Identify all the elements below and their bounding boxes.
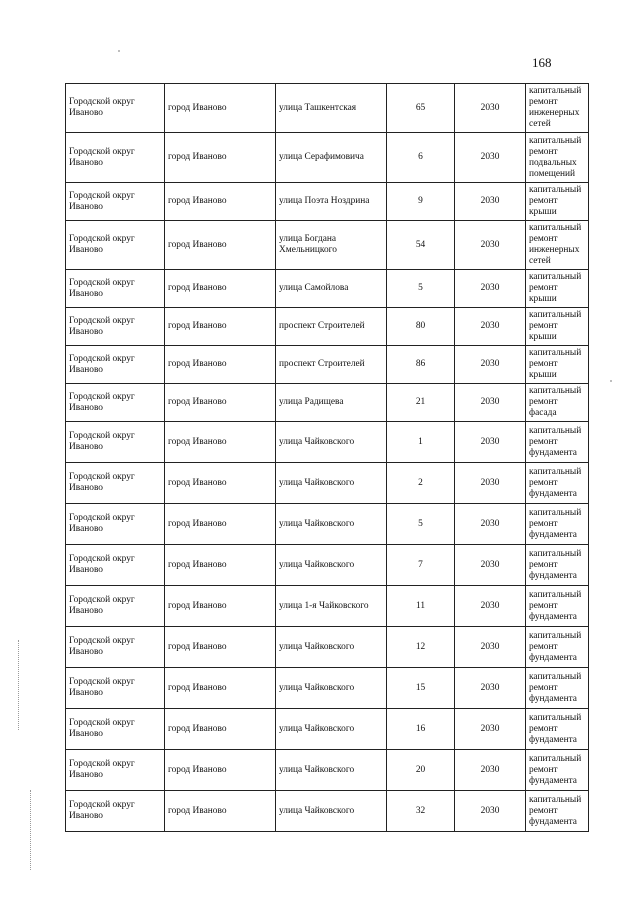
table-row: [66, 270, 589, 308]
cell-okrug: Городской округ Иваново: [66, 384, 165, 422]
cell-year: 2030: [455, 270, 526, 308]
cell-city: город Иваново: [165, 308, 276, 346]
cell-street: улица Самойлова: [276, 270, 387, 308]
cell-work-type: капитальный ремонт крыши: [526, 346, 589, 384]
cell-city: город Иваново: [165, 221, 276, 270]
cell-city: город Иваново: [165, 709, 276, 750]
table-row: [66, 183, 589, 221]
table-row: [66, 586, 589, 627]
cell-work-type: капитальный ремонт фундамента: [526, 504, 589, 545]
cell-okrug: Городской округ Иваново: [66, 504, 165, 545]
cell-street: улица Радищева: [276, 384, 387, 422]
cell-house-number: 32: [387, 791, 455, 832]
scan-artifact-line: [30, 790, 31, 870]
cell-house-number: 6: [387, 133, 455, 183]
cell-city: город Иваново: [165, 750, 276, 791]
cell-work-type: капитальный ремонт фундамента: [526, 422, 589, 463]
cell-okrug: Городской округ Иваново: [66, 221, 165, 270]
cell-house-number: 21: [387, 384, 455, 422]
cell-street: улица Чайковского: [276, 422, 387, 463]
table-row: [66, 308, 589, 346]
cell-city: город Иваново: [165, 346, 276, 384]
cell-street: улица 1-я Чайковского: [276, 586, 387, 627]
cell-house-number: 86: [387, 346, 455, 384]
cell-work-type: капитальный ремонт крыши: [526, 183, 589, 221]
cell-year: 2030: [455, 463, 526, 504]
cell-city: город Иваново: [165, 422, 276, 463]
cell-street: улица Чайковского: [276, 750, 387, 791]
cell-house-number: 20: [387, 750, 455, 791]
cell-house-number: 54: [387, 221, 455, 270]
table-row: [66, 668, 589, 709]
cell-work-type: капитальный ремонт фундамента: [526, 586, 589, 627]
cell-city: город Иваново: [165, 504, 276, 545]
cell-work-type: капитальный ремонт фундамента: [526, 463, 589, 504]
cell-house-number: 80: [387, 308, 455, 346]
cell-year: 2030: [455, 422, 526, 463]
cell-street: улица Богдана Хмельницкого: [276, 221, 387, 270]
cell-okrug: Городской округ Иваново: [66, 133, 165, 183]
cell-year: 2030: [455, 504, 526, 545]
cell-city: город Иваново: [165, 84, 276, 133]
cell-year: 2030: [455, 545, 526, 586]
cell-year: 2030: [455, 750, 526, 791]
cell-year: 2030: [455, 627, 526, 668]
cell-okrug: Городской округ Иваново: [66, 270, 165, 308]
table-row: [66, 627, 589, 668]
cell-work-type: капитальный ремонт крыши: [526, 308, 589, 346]
cell-okrug: Городской округ Иваново: [66, 84, 165, 133]
cell-city: город Иваново: [165, 463, 276, 504]
scan-artifact-dot: [610, 380, 612, 382]
table-row: [66, 791, 589, 832]
cell-street: улица Чайковского: [276, 545, 387, 586]
table-row: [66, 750, 589, 791]
cell-house-number: 1: [387, 422, 455, 463]
cell-work-type: капитальный ремонт фундамента: [526, 709, 589, 750]
cell-street: улица Чайковского: [276, 709, 387, 750]
cell-okrug: Городской округ Иваново: [66, 668, 165, 709]
cell-year: 2030: [455, 709, 526, 750]
cell-street: улица Чайковского: [276, 668, 387, 709]
cell-house-number: 12: [387, 627, 455, 668]
cell-work-type: капитальный ремонт инженерных сетей: [526, 221, 589, 270]
cell-work-type: капитальный ремонт фундамента: [526, 750, 589, 791]
cell-work-type: капитальный ремонт крыши: [526, 270, 589, 308]
cell-city: город Иваново: [165, 384, 276, 422]
cell-okrug: Городской округ Иваново: [66, 586, 165, 627]
housing-repair-table: [65, 83, 589, 832]
table-row: [66, 709, 589, 750]
cell-street: проспект Строителей: [276, 346, 387, 384]
cell-work-type: капитальный ремонт подвальных помещений: [526, 133, 589, 183]
table-row: [66, 384, 589, 422]
cell-okrug: Городской округ Иваново: [66, 183, 165, 221]
table-row: [66, 84, 589, 133]
cell-city: город Иваново: [165, 668, 276, 709]
cell-house-number: 11: [387, 586, 455, 627]
table-row: [66, 422, 589, 463]
cell-work-type: капитальный ремонт фасада: [526, 384, 589, 422]
cell-okrug: Городской округ Иваново: [66, 308, 165, 346]
cell-street: улица Поэта Ноздрина: [276, 183, 387, 221]
cell-house-number: 65: [387, 84, 455, 133]
cell-street: улица Чайковского: [276, 627, 387, 668]
table-body: [66, 84, 589, 832]
cell-year: 2030: [455, 84, 526, 133]
cell-house-number: 5: [387, 270, 455, 308]
cell-street: проспект Строителей: [276, 308, 387, 346]
cell-street: улица Чайковского: [276, 504, 387, 545]
cell-year: 2030: [455, 183, 526, 221]
cell-work-type: капитальный ремонт фундамента: [526, 627, 589, 668]
cell-okrug: Городской округ Иваново: [66, 422, 165, 463]
cell-year: 2030: [455, 791, 526, 832]
cell-street: улица Чайковского: [276, 463, 387, 504]
cell-house-number: 2: [387, 463, 455, 504]
page-number: 168: [532, 55, 552, 70]
cell-year: 2030: [455, 384, 526, 422]
cell-city: город Иваново: [165, 586, 276, 627]
cell-year: 2030: [455, 586, 526, 627]
cell-city: город Иваново: [165, 627, 276, 668]
table-row: [66, 346, 589, 384]
cell-street: улица Серафимовича: [276, 133, 387, 183]
cell-house-number: 9: [387, 183, 455, 221]
cell-okrug: Городской округ Иваново: [66, 791, 165, 832]
cell-city: город Иваново: [165, 791, 276, 832]
cell-work-type: капитальный ремонт инженерных сетей: [526, 84, 589, 133]
scan-artifact-line: [18, 640, 19, 730]
table-row: [66, 221, 589, 270]
cell-city: город Иваново: [165, 183, 276, 221]
cell-year: 2030: [455, 346, 526, 384]
cell-city: город Иваново: [165, 133, 276, 183]
cell-year: 2030: [455, 221, 526, 270]
cell-okrug: Городской округ Иваново: [66, 627, 165, 668]
cell-okrug: Городской округ Иваново: [66, 346, 165, 384]
cell-street: улица Ташкентская: [276, 84, 387, 133]
cell-house-number: 16: [387, 709, 455, 750]
cell-house-number: 15: [387, 668, 455, 709]
table-row: [66, 545, 589, 586]
cell-house-number: 5: [387, 504, 455, 545]
cell-city: город Иваново: [165, 545, 276, 586]
table-row: [66, 133, 589, 183]
cell-work-type: капитальный ремонт фундамента: [526, 668, 589, 709]
table-row: [66, 463, 589, 504]
cell-city: город Иваново: [165, 270, 276, 308]
cell-okrug: Городской округ Иваново: [66, 463, 165, 504]
scan-artifact-dot: [118, 50, 120, 52]
cell-street: улица Чайковского: [276, 791, 387, 832]
cell-house-number: 7: [387, 545, 455, 586]
cell-okrug: Городской округ Иваново: [66, 545, 165, 586]
cell-year: 2030: [455, 133, 526, 183]
cell-work-type: капитальный ремонт фундамента: [526, 791, 589, 832]
cell-okrug: Городской округ Иваново: [66, 750, 165, 791]
table-row: [66, 504, 589, 545]
cell-okrug: Городской округ Иваново: [66, 709, 165, 750]
cell-year: 2030: [455, 308, 526, 346]
cell-year: 2030: [455, 668, 526, 709]
cell-work-type: капитальный ремонт фундамента: [526, 545, 589, 586]
